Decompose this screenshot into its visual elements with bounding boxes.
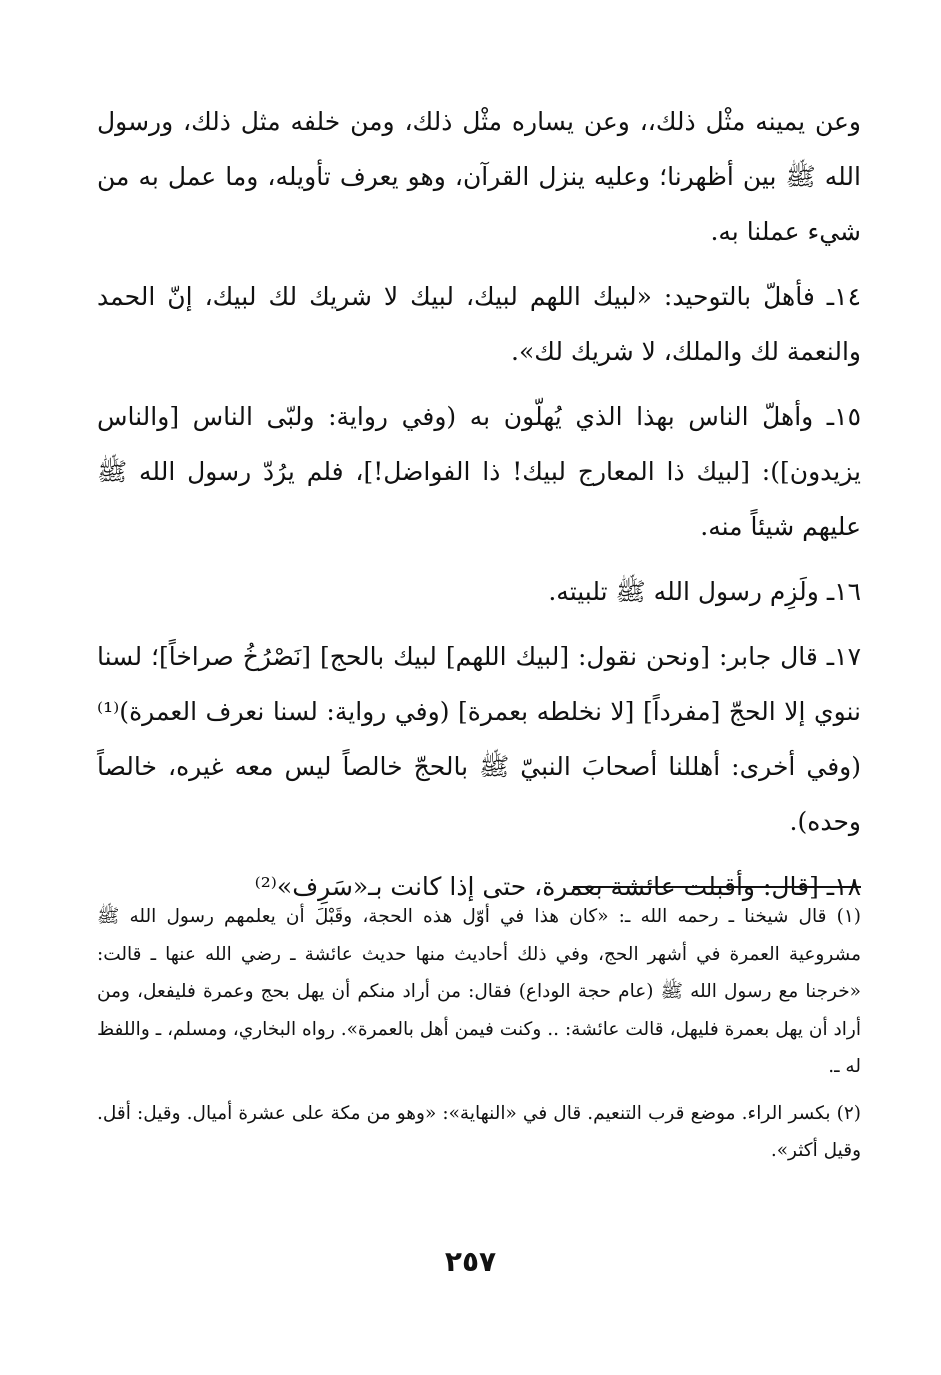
paragraph-17: ١٧ـ قال جابر: [ونحن نقول: [لبيك اللهم] لبيك بالحج] [نَصْرُخُ صراخاً]؛ لسنا ننوي إلا الحجّ [مفرداً] [لا نخلطه بعمرة] (وفي رواية: لسنا نعرف العمرة)⁽¹⁾ (وفي أخرى: أهللنا أصحابَ النبيّ ﷺ بالحجّ خالصاً ليس معه غيره، خالصاً وحده). bbox=[97, 642, 861, 836]
main-text bbox=[97, 94, 861, 924]
footnote-2: (٢) بكسر الراء. موضع قرب التنعيم. قال في «النهاية»: «وهو من مكة على عشرة أميال. وقيل: أقل. وقيل أكثر». bbox=[97, 1102, 861, 1161]
paragraph-18: ١٨ـ [قال: وأقبلت عائشة بعمرة، حتى إذا كانت بـ«سَرِف»⁽²⁾ bbox=[254, 872, 861, 901]
paragraph-16: ١٦ـ ولَزِم رسول الله ﷺ تلبيته. bbox=[548, 577, 861, 606]
footnotes bbox=[97, 898, 861, 1179]
paragraph-continuation: وعن يمينه مثْل ذلك،، وعن يساره مثْل ذلك، ومن خلفه مثل ذلك، ورسول الله ﷺ بين أظهرنا؛ وعليه ينزل القرآن، وهو يعرف تأويله، وما عمل به من شيء عملنا به. bbox=[97, 107, 861, 246]
footnote-1: (١) قال شيخنا ـ رحمه الله ـ: «كان هذا في أوّل هذه الحجة، وقَبْلَ أن يعلمهم رسول الله ﷺ مشروعية العمرة في أشهر الحج، وفي ذلك أحاديث منها حديث عائشة ـ رضي الله عنها ـ قالت: «خرجنا مع رسول الله ﷺ (عام حجة الوداع) فقال: من أراد منكم أن يهل بحج وعمرة فليفعل، ومن أراد أن يهل بعمرة فليهل، قالت عائشة: .. وكنت فيمن أهل بالعمرة». رواه البخاري، ومسلم، ـ واللفظ له ـ. bbox=[97, 906, 861, 1077]
page-number: ٢٥٧ bbox=[444, 1245, 497, 1278]
footnote-divider bbox=[573, 886, 861, 888]
paragraph-14: ١٤ـ فأهلّ بالتوحيد: «لبيك اللهم لبيك، لبيك لا شريك لك لبيك، إنّ الحمد والنعمة لك والملك، لا شريك لك». bbox=[97, 282, 861, 366]
paragraph-15: ١٥ـ وأهلّ الناس بهذا الذي يُهلّون به (وفي رواية: ولبّى الناس [والناس يزيدون]): [لبيك ذا المعارج لبيك! ذا الفواضل!]، فلم يرُدّ رسول الله ﷺ عليهم شيئاً منه. bbox=[97, 402, 861, 541]
